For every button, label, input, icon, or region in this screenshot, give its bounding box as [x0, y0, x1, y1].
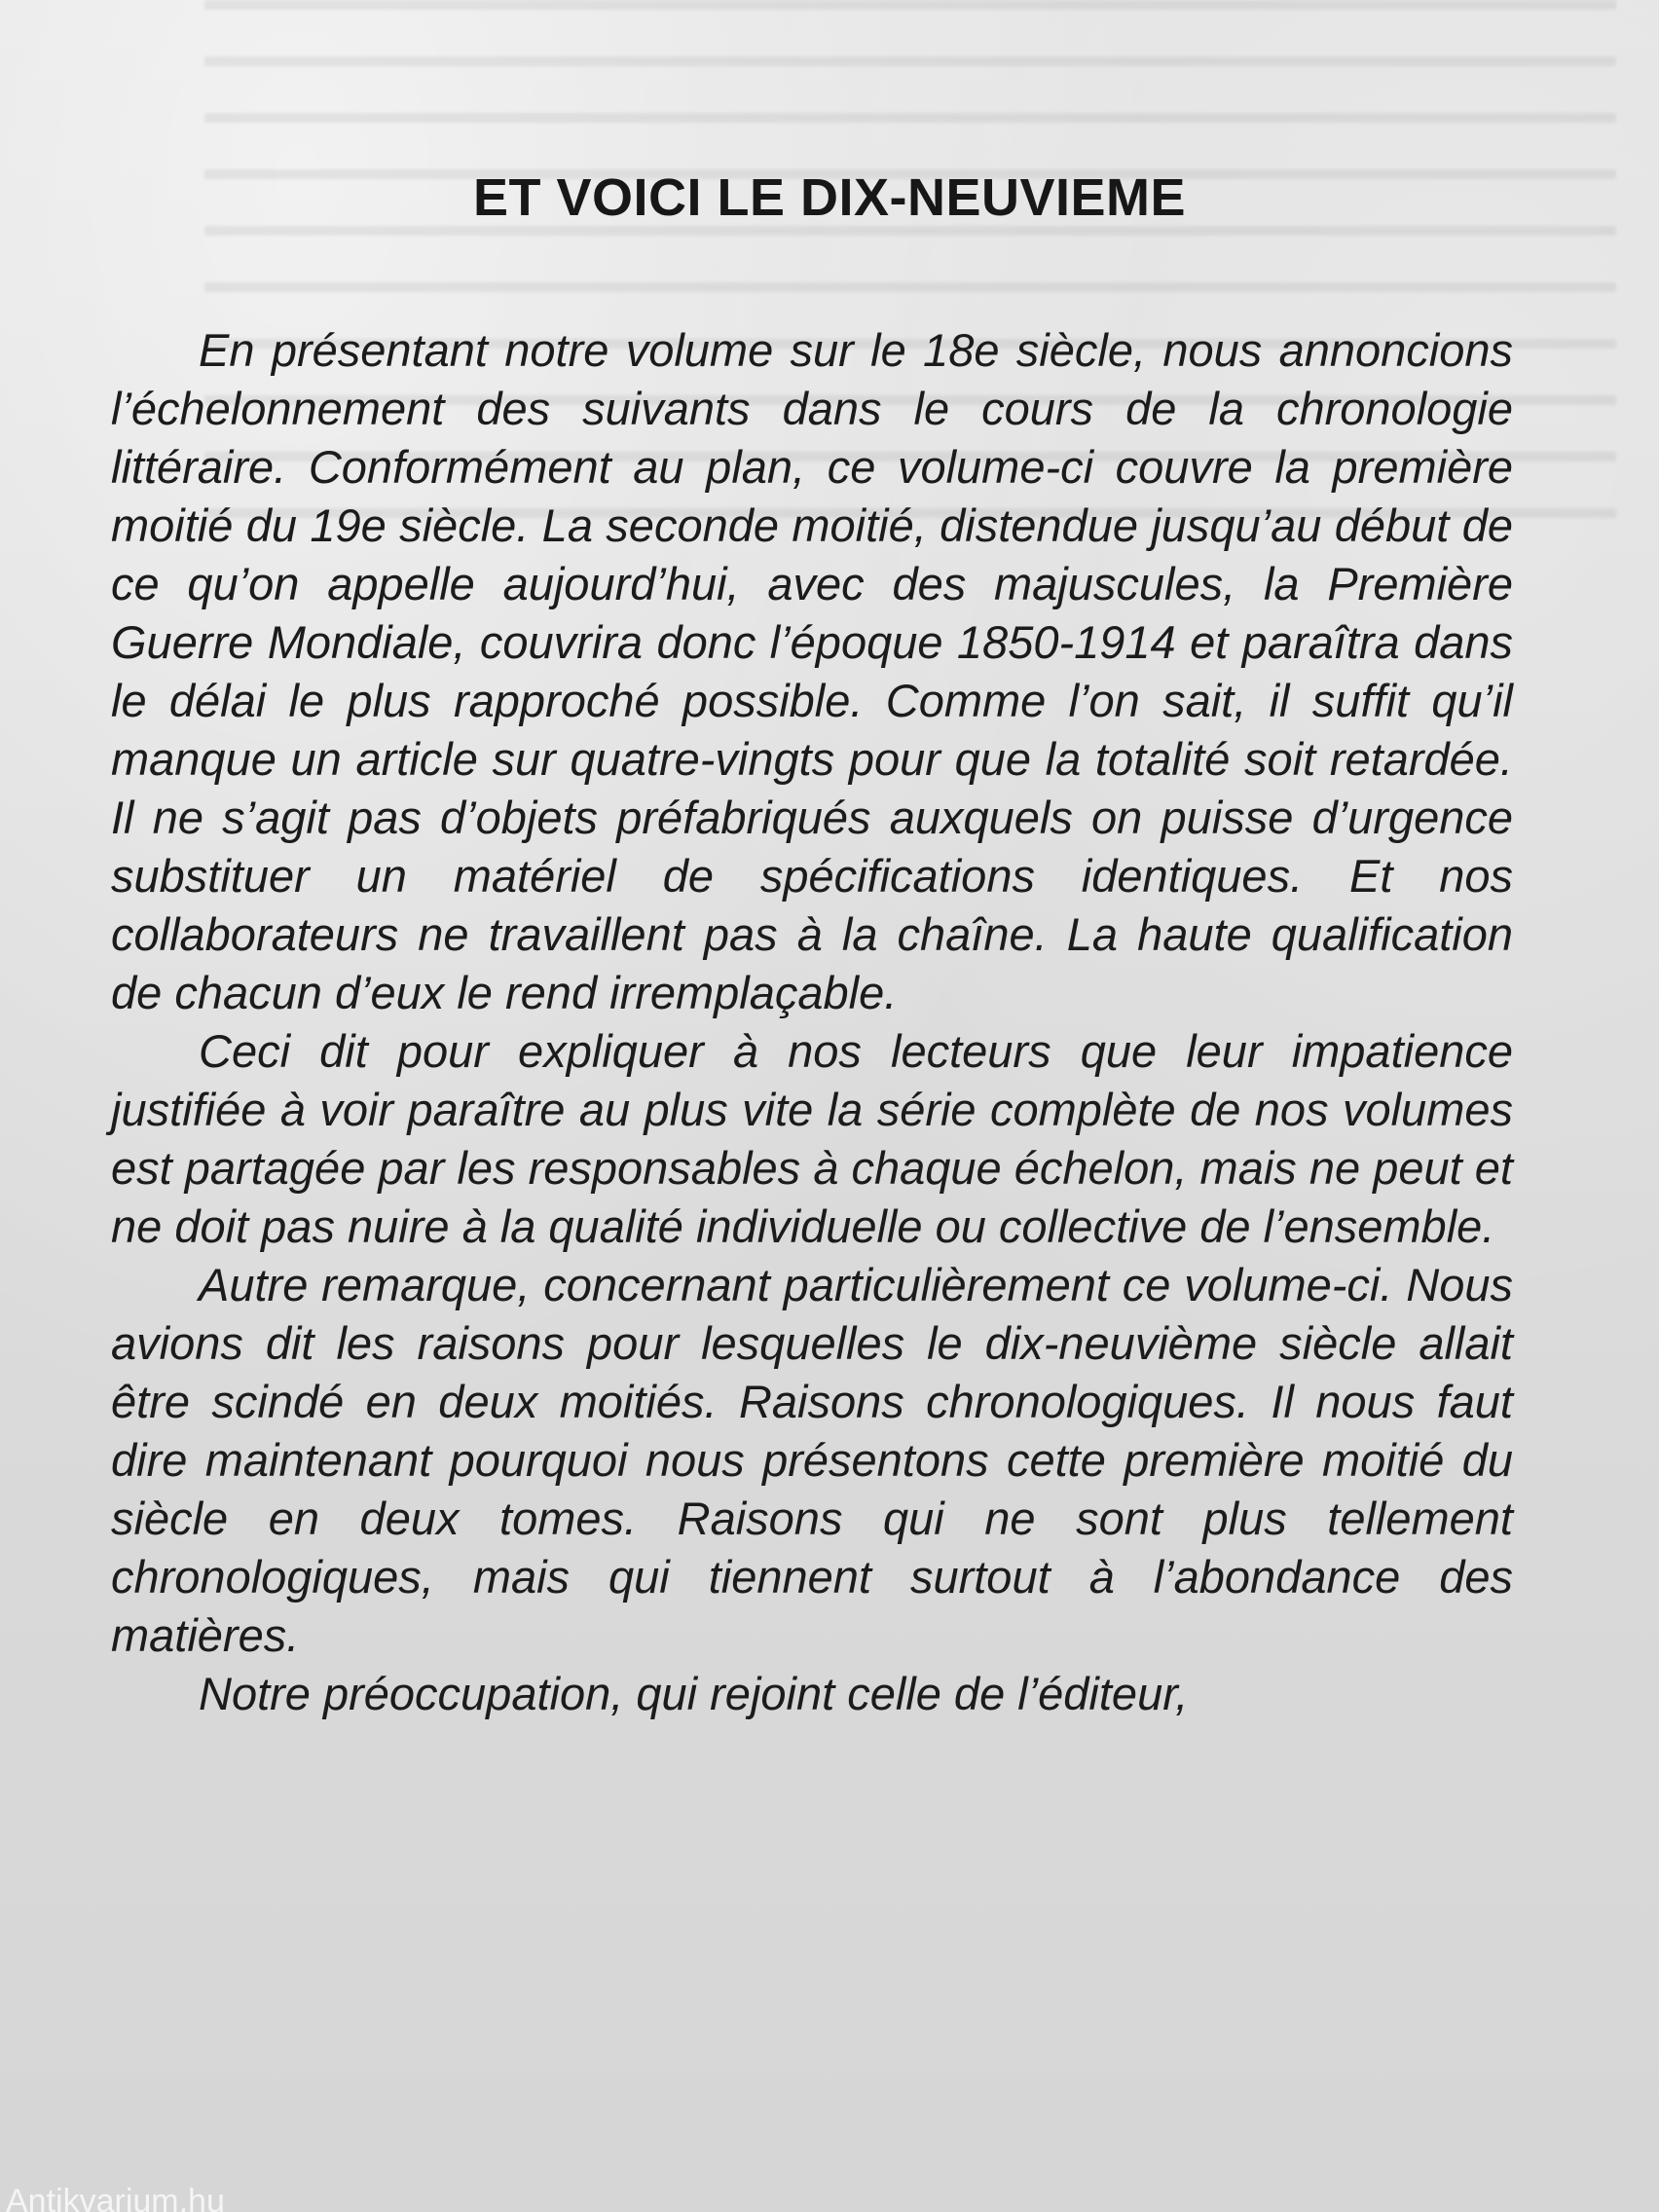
page-title: ET VOICI LE DIX-NEUVIEME: [472, 168, 1187, 228]
paragraph-4: Notre préoccupation, qui rejoint celle de l’éditeur,: [199, 1668, 1189, 1719]
body-text: [111, 321, 1513, 1723]
paragraph-1: En présentant notre volume sur le 18e siècle, nous annoncions l’échelonnement des suivants dans le cours de la chronologie littéraire. Conformément au plan, ce volume-ci couvre la première moitié du 19e siècle. La seconde moitié, distendue jusqu’au début de ce qu’on appelle aujourd’hui, avec des majuscules, la Première Guerre Mondiale, couvrira donc l’époque 1850-1914 et paraîtra dans le délai le plus rapproché possible. Comme l’on sait, il suffit qu’il manque un article sur quatre-vingts pour que la totalité soit retardée. Il ne s’agit pas d’objets préfabriqués auxquels on puisse d’urgence substituer un matériel de spécifications identiques. Et nos collaborateurs ne travaillent pas à la chaîne. La haute qualification de chacun d’eux le rend irremplaçable.: [111, 324, 1513, 1018]
paragraph-3: Autre remarque, concernant particulièrement ce volume-ci. Nous avions dit les raisons pour lesquelles le dix-neuvième siècle allait être scindé en deux moitiés. Raisons chronologiques. Il nous faut dire maintenant pourquoi nous présentons cette première moitié du siècle en deux tomes. Raisons qui ne sont plus tellement chronologiques, mais qui tiennent surtout à l’abondance des matières.: [111, 1259, 1513, 1661]
watermark: Antikvarium.hu: [6, 2185, 225, 2212]
paragraph-2: Ceci dit pour expliquer à nos lecteurs que leur impatience justifiée à voir paraître au plus vite la série complète de nos volumes est partagée par les responsables à chaque échelon, mais ne peut et ne doit pas nuire à la qualité individuelle ou collective de l’ensemble.: [111, 1025, 1513, 1252]
